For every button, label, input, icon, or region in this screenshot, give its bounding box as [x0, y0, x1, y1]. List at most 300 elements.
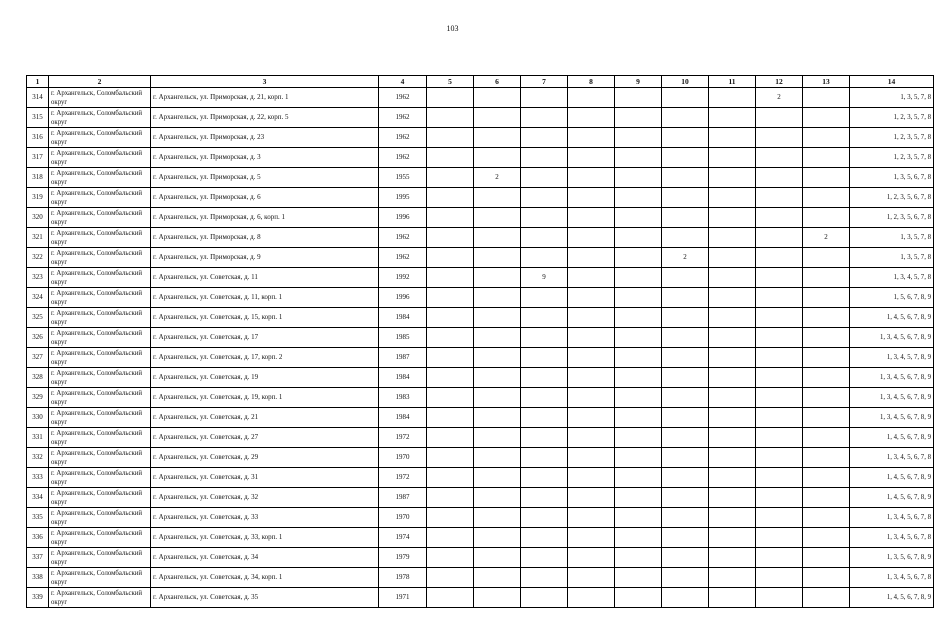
value-cell [709, 388, 756, 408]
codes-cell: 1, 4, 5, 6, 7, 8, 9 [850, 488, 934, 508]
value-cell [521, 228, 568, 248]
locality-cell: г. Архангельск, Соломбальский округ [49, 248, 151, 268]
value-cell [615, 508, 662, 528]
table-row [27, 148, 934, 168]
codes-cell: 1, 2, 3, 5, 6, 7, 8 [850, 188, 934, 208]
column-header: 7 [521, 76, 568, 88]
value-cell [568, 88, 615, 108]
value-cell [474, 268, 521, 288]
value-cell [709, 588, 756, 608]
year-cell: 1972 [379, 468, 427, 488]
value-cell [427, 488, 474, 508]
value-cell [568, 368, 615, 388]
table-row [27, 88, 934, 108]
locality-cell: г. Архангельск, Соломбальский округ [49, 368, 151, 388]
column-header: 4 [379, 76, 427, 88]
table-row [27, 488, 934, 508]
row-number: 317 [27, 148, 49, 168]
locality-cell: г. Архангельск, Соломбальский округ [49, 308, 151, 328]
row-number: 320 [27, 208, 49, 228]
value-cell [709, 248, 756, 268]
row-number: 339 [27, 588, 49, 608]
value-cell [803, 548, 850, 568]
value-cell [803, 188, 850, 208]
value-cell [474, 388, 521, 408]
value-cell [709, 108, 756, 128]
row-number: 336 [27, 528, 49, 548]
table-row [27, 528, 934, 548]
year-cell: 1962 [379, 228, 427, 248]
year-cell: 1984 [379, 408, 427, 428]
value-cell [803, 268, 850, 288]
value-cell [568, 468, 615, 488]
codes-cell: 1, 4, 5, 6, 7, 8, 9 [850, 308, 934, 328]
row-number: 315 [27, 108, 49, 128]
table-header-row [27, 76, 934, 88]
value-cell [756, 508, 803, 528]
value-cell [474, 528, 521, 548]
value-cell [568, 108, 615, 128]
address-cell: г. Архангельск, ул. Советская, д. 19, корп. 1 [151, 388, 379, 408]
column-header: 11 [709, 76, 756, 88]
table-row [27, 468, 934, 488]
value-cell [756, 388, 803, 408]
value-cell [709, 88, 756, 108]
year-cell: 1970 [379, 508, 427, 528]
value-cell [709, 428, 756, 448]
value-cell [474, 108, 521, 128]
table-row [27, 208, 934, 228]
address-cell: г. Архангельск, ул. Советская, д. 11, корп. 1 [151, 288, 379, 308]
address-cell: г. Архангельск, ул. Приморская, д. 5 [151, 168, 379, 188]
address-cell: г. Архангельск, ул. Советская, д. 15, корп. 1 [151, 308, 379, 328]
value-cell [803, 328, 850, 348]
value-cell [662, 88, 709, 108]
column-header: 8 [568, 76, 615, 88]
value-cell [756, 248, 803, 268]
value-cell [427, 368, 474, 388]
value-cell [803, 508, 850, 528]
value-cell [709, 468, 756, 488]
locality-cell: г. Архангельск, Соломбальский округ [49, 388, 151, 408]
table-row [27, 508, 934, 528]
value-cell [521, 248, 568, 268]
value-cell [568, 248, 615, 268]
row-number: 316 [27, 128, 49, 148]
value-cell [709, 488, 756, 508]
value-cell [709, 268, 756, 288]
value-cell [521, 128, 568, 148]
year-cell: 1984 [379, 368, 427, 388]
year-cell: 1962 [379, 108, 427, 128]
value-cell [615, 548, 662, 568]
value-cell [756, 188, 803, 208]
codes-cell: 1, 4, 5, 6, 7, 8, 9 [850, 428, 934, 448]
value-cell [521, 588, 568, 608]
value-cell [662, 348, 709, 368]
locality-cell: г. Архангельск, Соломбальский округ [49, 228, 151, 248]
value-cell [756, 448, 803, 468]
value-cell [615, 88, 662, 108]
value-cell [662, 208, 709, 228]
year-cell: 1987 [379, 488, 427, 508]
value-cell [474, 348, 521, 368]
address-cell: г. Архангельск, ул. Советская, д. 33, корп. 1 [151, 528, 379, 548]
codes-cell: 1, 3, 4, 5, 6, 7, 8 [850, 528, 934, 548]
value-cell [615, 268, 662, 288]
column-header: 14 [850, 76, 934, 88]
codes-cell: 1, 3, 4, 5, 6, 7, 8, 9 [850, 368, 934, 388]
year-cell: 1979 [379, 548, 427, 568]
value-cell [756, 348, 803, 368]
value-cell: 9 [521, 268, 568, 288]
table-row [27, 228, 934, 248]
value-cell [803, 148, 850, 168]
codes-cell: 1, 3, 5, 7, 8 [850, 228, 934, 248]
table-row [27, 428, 934, 448]
value-cell [615, 148, 662, 168]
value-cell [521, 528, 568, 548]
value-cell [568, 288, 615, 308]
row-number: 329 [27, 388, 49, 408]
value-cell [803, 388, 850, 408]
row-number: 324 [27, 288, 49, 308]
table-row [27, 248, 934, 268]
value-cell [427, 328, 474, 348]
value-cell [474, 548, 521, 568]
value-cell [427, 468, 474, 488]
value-cell [474, 128, 521, 148]
value-cell [427, 148, 474, 168]
value-cell [756, 468, 803, 488]
row-number: 337 [27, 548, 49, 568]
locality-cell: г. Архангельск, Соломбальский округ [49, 168, 151, 188]
value-cell [709, 348, 756, 368]
value-cell [756, 568, 803, 588]
value-cell [615, 568, 662, 588]
address-cell: г. Архангельск, ул. Приморская, д. 22, корп. 5 [151, 108, 379, 128]
value-cell [474, 248, 521, 268]
value-cell [474, 228, 521, 248]
value-cell [615, 488, 662, 508]
value-cell [568, 188, 615, 208]
table-row [27, 188, 934, 208]
value-cell [709, 328, 756, 348]
value-cell [662, 188, 709, 208]
value-cell [709, 288, 756, 308]
value-cell [615, 448, 662, 468]
value-cell [568, 268, 615, 288]
value-cell [709, 408, 756, 428]
address-cell: г. Архангельск, ул. Советская, д. 11 [151, 268, 379, 288]
address-cell: г. Архангельск, ул. Советская, д. 34, корп. 1 [151, 568, 379, 588]
value-cell [427, 188, 474, 208]
value-cell [474, 288, 521, 308]
row-number: 328 [27, 368, 49, 388]
value-cell [568, 588, 615, 608]
address-cell: г. Архангельск, ул. Советская, д. 32 [151, 488, 379, 508]
value-cell [803, 208, 850, 228]
value-cell [427, 348, 474, 368]
locality-cell: г. Архангельск, Соломбальский округ [49, 88, 151, 108]
column-header: 13 [803, 76, 850, 88]
value-cell [803, 448, 850, 468]
value-cell [427, 508, 474, 528]
value-cell [521, 208, 568, 228]
row-number: 319 [27, 188, 49, 208]
table-row [27, 128, 934, 148]
codes-cell: 1, 2, 3, 5, 7, 8 [850, 108, 934, 128]
codes-cell: 1, 3, 5, 6, 7, 8 [850, 168, 934, 188]
value-cell [474, 588, 521, 608]
value-cell [803, 488, 850, 508]
row-number: 330 [27, 408, 49, 428]
value-cell [427, 308, 474, 328]
value-cell [474, 208, 521, 228]
row-number: 323 [27, 268, 49, 288]
value-cell [803, 168, 850, 188]
year-cell: 1962 [379, 128, 427, 148]
value-cell [803, 368, 850, 388]
value-cell [427, 228, 474, 248]
codes-cell: 1, 3, 4, 5, 7, 8 [850, 268, 934, 288]
value-cell [615, 388, 662, 408]
value-cell [427, 588, 474, 608]
value-cell [474, 408, 521, 428]
housing-registry-table [26, 75, 934, 608]
value-cell [756, 288, 803, 308]
value-cell [474, 148, 521, 168]
value-cell [662, 588, 709, 608]
year-cell: 1955 [379, 168, 427, 188]
year-cell: 1978 [379, 568, 427, 588]
locality-cell: г. Архангельск, Соломбальский округ [49, 348, 151, 368]
address-cell: г. Архангельск, ул. Советская, д. 35 [151, 588, 379, 608]
table-row [27, 568, 934, 588]
value-cell [521, 348, 568, 368]
address-cell: г. Архангельск, ул. Приморская, д. 23 [151, 128, 379, 148]
locality-cell: г. Архангельск, Соломбальский округ [49, 588, 151, 608]
value-cell [568, 508, 615, 528]
value-cell [709, 228, 756, 248]
value-cell [521, 568, 568, 588]
value-cell [709, 448, 756, 468]
value-cell [662, 568, 709, 588]
value-cell [427, 428, 474, 448]
value-cell [615, 108, 662, 128]
locality-cell: г. Архангельск, Соломбальский округ [49, 128, 151, 148]
codes-cell: 1, 5, 6, 7, 8, 9 [850, 288, 934, 308]
locality-cell: г. Архангельск, Соломбальский округ [49, 148, 151, 168]
value-cell [521, 88, 568, 108]
value-cell [756, 128, 803, 148]
value-cell [474, 88, 521, 108]
year-cell: 1987 [379, 348, 427, 368]
value-cell [427, 288, 474, 308]
row-number: 314 [27, 88, 49, 108]
value-cell [615, 228, 662, 248]
address-cell: г. Архангельск, ул. Советская, д. 17 [151, 328, 379, 348]
value-cell [662, 108, 709, 128]
value-cell [615, 168, 662, 188]
table-body [27, 88, 934, 608]
value-cell [803, 588, 850, 608]
value-cell [521, 488, 568, 508]
row-number: 334 [27, 488, 49, 508]
value-cell [803, 468, 850, 488]
value-cell [521, 288, 568, 308]
year-cell: 1996 [379, 208, 427, 228]
locality-cell: г. Архангельск, Соломбальский округ [49, 448, 151, 468]
row-number: 321 [27, 228, 49, 248]
value-cell [427, 388, 474, 408]
value-cell [662, 368, 709, 388]
value-cell [474, 368, 521, 388]
codes-cell: 1, 4, 5, 6, 7, 8, 9 [850, 468, 934, 488]
value-cell [662, 428, 709, 448]
value-cell [427, 108, 474, 128]
value-cell [709, 148, 756, 168]
row-number: 325 [27, 308, 49, 328]
value-cell: 2 [803, 228, 850, 248]
codes-cell: 1, 3, 4, 5, 6, 7, 8 [850, 508, 934, 528]
value-cell [709, 168, 756, 188]
table-row [27, 268, 934, 288]
locality-cell: г. Архангельск, Соломбальский округ [49, 528, 151, 548]
value-cell [427, 448, 474, 468]
table-row [27, 108, 934, 128]
codes-cell: 1, 3, 5, 6, 7, 8, 9 [850, 548, 934, 568]
value-cell [568, 348, 615, 368]
value-cell [427, 88, 474, 108]
value-cell [756, 588, 803, 608]
value-cell [427, 208, 474, 228]
value-cell [756, 328, 803, 348]
value-cell [521, 108, 568, 128]
locality-cell: г. Архангельск, Соломбальский округ [49, 428, 151, 448]
table-row [27, 348, 934, 368]
row-number: 326 [27, 328, 49, 348]
value-cell [615, 408, 662, 428]
value-cell [756, 228, 803, 248]
value-cell [568, 328, 615, 348]
value-cell [709, 568, 756, 588]
value-cell [568, 228, 615, 248]
value-cell [521, 428, 568, 448]
address-cell: г. Архангельск, ул. Советская, д. 21 [151, 408, 379, 428]
table-row [27, 408, 934, 428]
value-cell [709, 548, 756, 568]
value-cell [568, 388, 615, 408]
year-cell: 1962 [379, 88, 427, 108]
value-cell [427, 248, 474, 268]
locality-cell: г. Архангельск, Соломбальский округ [49, 468, 151, 488]
row-number: 332 [27, 448, 49, 468]
value-cell [427, 408, 474, 428]
value-cell [474, 448, 521, 468]
address-cell: г. Архангельск, ул. Приморская, д. 6 [151, 188, 379, 208]
value-cell [709, 208, 756, 228]
column-header: 6 [474, 76, 521, 88]
value-cell [662, 228, 709, 248]
value-cell [474, 308, 521, 328]
locality-cell: г. Архангельск, Соломбальский округ [49, 268, 151, 288]
year-cell: 1983 [379, 388, 427, 408]
value-cell [568, 308, 615, 328]
value-cell [615, 308, 662, 328]
value-cell [803, 348, 850, 368]
value-cell [662, 328, 709, 348]
value-cell [662, 548, 709, 568]
row-number: 333 [27, 468, 49, 488]
year-cell: 1962 [379, 248, 427, 268]
value-cell [427, 548, 474, 568]
locality-cell: г. Архангельск, Соломбальский округ [49, 188, 151, 208]
codes-cell: 1, 3, 4, 5, 6, 7, 8, 9 [850, 408, 934, 428]
value-cell [615, 428, 662, 448]
address-cell: г. Архангельск, ул. Советская, д. 27 [151, 428, 379, 448]
value-cell: 2 [662, 248, 709, 268]
value-cell [568, 148, 615, 168]
value-cell [756, 528, 803, 548]
locality-cell: г. Архангельск, Соломбальский округ [49, 508, 151, 528]
value-cell [615, 208, 662, 228]
value-cell [427, 268, 474, 288]
table-row [27, 388, 934, 408]
column-header: 2 [49, 76, 151, 88]
table-row [27, 548, 934, 568]
value-cell [521, 508, 568, 528]
value-cell [568, 528, 615, 548]
table-row [27, 168, 934, 188]
value-cell [474, 508, 521, 528]
year-cell: 1995 [379, 188, 427, 208]
value-cell [662, 508, 709, 528]
table-row [27, 588, 934, 608]
value-cell [756, 308, 803, 328]
column-header: 1 [27, 76, 49, 88]
value-cell [474, 488, 521, 508]
value-cell [615, 528, 662, 548]
value-cell [521, 548, 568, 568]
value-cell [568, 408, 615, 428]
value-cell [709, 308, 756, 328]
locality-cell: г. Архангельск, Соломбальский округ [49, 288, 151, 308]
year-cell: 1985 [379, 328, 427, 348]
value-cell [709, 128, 756, 148]
value-cell [756, 548, 803, 568]
codes-cell: 1, 4, 5, 6, 7, 8, 9 [850, 588, 934, 608]
value-cell [803, 428, 850, 448]
table-row [27, 368, 934, 388]
value-cell [568, 488, 615, 508]
value-cell: 2 [756, 88, 803, 108]
locality-cell: г. Архангельск, Соломбальский округ [49, 568, 151, 588]
address-cell: г. Архангельск, ул. Приморская, д. 9 [151, 248, 379, 268]
row-number: 338 [27, 568, 49, 588]
value-cell [662, 388, 709, 408]
value-cell [662, 488, 709, 508]
value-cell [803, 248, 850, 268]
codes-cell: 1, 3, 5, 7, 8 [850, 88, 934, 108]
value-cell [615, 188, 662, 208]
value-cell [756, 108, 803, 128]
value-cell [803, 128, 850, 148]
value-cell [756, 208, 803, 228]
value-cell [615, 288, 662, 308]
codes-cell: 1, 3, 4, 5, 6, 7, 8 [850, 568, 934, 588]
value-cell [709, 188, 756, 208]
